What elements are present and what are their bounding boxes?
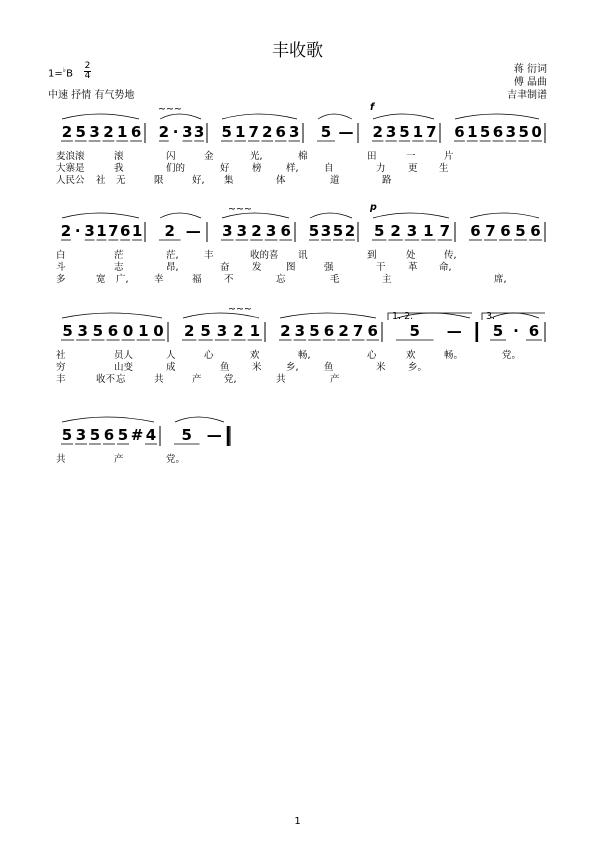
lyric-syllable: 更 <box>408 163 418 174</box>
lyric-syllable: 畅。 <box>444 350 464 361</box>
note: 0 <box>531 123 542 141</box>
lyric-syllable: 大寨是 <box>56 163 85 174</box>
lyric-syllable: 革 <box>408 262 418 273</box>
slur-arc <box>280 313 376 318</box>
note: · <box>74 222 81 240</box>
lyric-syllable: 光, <box>250 151 263 162</box>
lyric-syllable: 鱼 <box>220 362 230 373</box>
note: 2 <box>60 222 72 240</box>
lyric-syllable: 广, <box>116 274 129 285</box>
lyric-syllable: 收的喜 <box>250 250 279 261</box>
note: 6 <box>492 123 504 141</box>
note: 2 <box>338 322 349 340</box>
lyric-syllable: 产 <box>114 454 124 465</box>
note: 5 <box>320 123 332 141</box>
slur-arc <box>62 417 154 422</box>
lyric-syllable: 丰 <box>56 374 66 385</box>
note: 3 <box>193 123 205 141</box>
trill-mark: ~~~ <box>158 104 182 115</box>
lyric-syllable: 鱼 <box>324 362 334 373</box>
lyric-syllable: 集 <box>224 175 234 186</box>
note: 6 <box>454 123 465 141</box>
trill-mark: ~~~ <box>228 304 252 315</box>
lyric-syllable: 穷 <box>56 362 66 373</box>
note: 5 <box>479 123 491 141</box>
note: 5 <box>92 322 104 340</box>
note: 1 <box>117 123 128 141</box>
lyric-syllable: 路 <box>382 175 392 186</box>
lyric-syllable: 共 <box>154 374 164 385</box>
note: 2 <box>262 123 273 141</box>
key-flat: ♭ <box>62 66 67 74</box>
lyric-syllable: 棉 <box>298 151 308 162</box>
note: 6 <box>130 123 142 141</box>
slur-arc <box>470 213 539 218</box>
lyric-syllable: 员人 <box>114 350 134 361</box>
slur-arc <box>491 313 539 318</box>
lyric-syllable: 多 <box>56 274 66 285</box>
note: 3 <box>265 222 277 240</box>
lyric-syllable: 茫, <box>166 250 179 261</box>
note: 6 <box>367 322 378 340</box>
forte-mark: f <box>370 102 375 113</box>
page-number: 1 <box>294 816 301 827</box>
lyric-syllable: 人 <box>166 350 176 361</box>
lyric-syllable: 欢 <box>250 350 260 361</box>
note: 7 <box>426 123 437 141</box>
note: 7 <box>108 222 119 240</box>
lyric-syllable: 忘 <box>276 274 286 285</box>
note: 0 <box>122 322 134 340</box>
note: 2 <box>61 123 73 141</box>
slur-arc <box>310 213 352 218</box>
lyric-syllable: 米 <box>376 362 386 373</box>
note: 2 <box>158 123 170 141</box>
note: 3 <box>75 426 87 444</box>
note: 6 <box>500 222 511 240</box>
note: 5 <box>117 426 129 444</box>
lyric-syllable: 心 <box>367 350 377 361</box>
note: 5 <box>492 322 504 340</box>
note: 6 <box>107 322 119 340</box>
slur-arc <box>62 213 139 218</box>
lyric-syllable: 志 <box>114 262 124 273</box>
lyric-syllable: 茫 <box>114 250 124 261</box>
lyric-syllable: 人民公 <box>56 175 85 186</box>
lyric-syllable: 田 <box>367 151 377 162</box>
note: 3 <box>89 123 100 141</box>
lyric-syllable: 斗 <box>56 262 66 273</box>
note: 5 <box>221 123 232 141</box>
note: 3 <box>84 222 95 240</box>
lyric-syllable: 幸 <box>154 274 164 285</box>
engraver-credit: 吉聿制谱 <box>507 90 547 101</box>
lyric-syllable: 心 <box>204 350 214 361</box>
piano-mark: p <box>370 202 377 213</box>
slur-arc <box>455 114 539 119</box>
note: 6 <box>280 222 291 240</box>
slur-arc <box>62 114 139 119</box>
lyric-syllable: 我 <box>114 163 124 174</box>
lyric-syllable: 们的 <box>166 163 186 174</box>
lyric-syllable: 样, <box>286 163 299 174</box>
note: 3 <box>385 123 397 141</box>
lyric-syllable: 传, <box>444 250 457 261</box>
lyric-syllable: 米 <box>252 362 262 373</box>
time-bottom: 4 <box>84 71 91 81</box>
slur-arc <box>62 313 162 318</box>
note: 3 <box>236 222 248 240</box>
note: 5 <box>62 322 73 340</box>
note: 2 <box>390 222 401 240</box>
note: 1 <box>235 123 246 141</box>
lyric-syllable: 处 <box>406 250 416 261</box>
lyric-syllable: 一 <box>406 151 416 162</box>
lyric-syllable: 毛 <box>330 274 340 285</box>
lyric-syllable: 讯 <box>298 250 308 261</box>
note: 3 <box>294 322 306 340</box>
note: 6 <box>275 123 286 141</box>
volta-label-1-2: 1. 2. <box>392 311 414 322</box>
lyric-syllable: 图 <box>286 262 296 273</box>
key-note: B <box>66 68 73 80</box>
lyric-syllable: 席, <box>494 274 507 285</box>
lyric-syllable: 党。 <box>166 454 186 465</box>
lyric-syllable: 干 <box>376 262 386 273</box>
note: 1 <box>467 123 478 141</box>
slur-arc <box>175 417 224 422</box>
slur-arc <box>160 213 201 218</box>
note-dash: — <box>185 222 201 240</box>
note: 7 <box>352 322 364 340</box>
note: 5 <box>518 123 529 141</box>
note: 3 <box>406 222 418 240</box>
lyric-syllable: 滚 <box>114 151 124 162</box>
lyric-syllable: 闪 <box>166 151 176 162</box>
volta-label-3: 3. <box>486 311 496 322</box>
lyric-syllable: 自 <box>324 163 334 174</box>
note: 5 <box>373 222 385 240</box>
note: 7 <box>485 222 496 240</box>
note: 7 <box>248 123 259 141</box>
lyric-syllable: 福 <box>192 274 202 285</box>
note: 3 <box>77 322 88 340</box>
note: 5 <box>181 426 192 444</box>
note: # <box>130 426 144 444</box>
lyric-syllable: 宽 <box>96 274 106 285</box>
lyric-syllable: 强 <box>324 262 334 273</box>
note: 3 <box>505 123 517 141</box>
lyric-syllable: 收不 <box>96 374 116 385</box>
score-notes <box>61 123 542 444</box>
lyric-syllable: 党。 <box>502 350 522 361</box>
lyric-syllable: 共 <box>56 454 66 465</box>
note: 5 <box>61 426 73 444</box>
lyric-syllable: 社 <box>56 350 66 361</box>
lyric-syllable: 丰 <box>204 250 214 261</box>
lyric-syllable: 体 <box>276 175 286 186</box>
lyric-syllable: 榜 <box>252 163 262 174</box>
note: 0 <box>153 322 164 340</box>
note: 2 <box>103 123 114 141</box>
note: 3 <box>182 123 193 141</box>
note: 6 <box>470 222 481 240</box>
trill-mark: ~~~ <box>228 204 252 215</box>
note: 2 <box>233 322 244 340</box>
note: 3 <box>216 322 228 340</box>
lyric-syllable: 白 <box>56 250 66 261</box>
lyric-syllable: 限 <box>154 175 164 186</box>
note: · <box>172 123 179 141</box>
note-dash: — <box>338 123 354 141</box>
note: 2 <box>164 222 175 240</box>
note: 3 <box>320 222 332 240</box>
slur-arc <box>373 213 449 218</box>
lyric-syllable: 忘 <box>116 374 126 385</box>
note: 1 <box>96 222 107 240</box>
lyric-syllable: 片 <box>444 151 454 162</box>
lyric-syllable: 乡, <box>286 362 299 373</box>
lyric-syllable: 产 <box>330 374 340 385</box>
note: 3 <box>289 123 300 141</box>
lyric-syllable: 欢 <box>406 350 416 361</box>
score-lines <box>61 114 545 446</box>
lyric-syllable: 发 <box>252 262 262 273</box>
lyric-syllable: 生 <box>439 163 449 174</box>
lyric-syllable: 金 <box>204 151 214 162</box>
lyric-syllable: 麦浪滚 <box>56 151 85 162</box>
lyric-syllable: 昂, <box>166 262 179 273</box>
time-top: 2 <box>84 61 91 71</box>
note-dash: — <box>446 322 462 340</box>
lyric-syllable: 产 <box>192 374 202 385</box>
note: 2 <box>183 322 195 340</box>
slur-arc <box>222 114 297 119</box>
lyric-syllable: 奋 <box>220 262 230 273</box>
note: 2 <box>251 222 262 240</box>
note: 6 <box>530 222 541 240</box>
slur-arc <box>373 114 434 119</box>
lyric-syllable: 党, <box>224 374 237 385</box>
note: 1 <box>249 322 261 340</box>
note: 1 <box>131 222 143 240</box>
lyric-syllable: 畅, <box>298 350 311 361</box>
note: 5 <box>89 426 101 444</box>
lyric-syllable: 力 <box>376 163 386 174</box>
lyric-syllable: 好, <box>192 175 205 186</box>
lyric-syllable: 好 <box>220 163 230 174</box>
slur-arc <box>318 114 352 119</box>
note: 5 <box>515 222 526 240</box>
lyric-syllable: 主 <box>382 274 392 285</box>
note: 6 <box>103 426 115 444</box>
lyric-syllable: 道 <box>330 175 340 186</box>
note: 5 <box>332 222 344 240</box>
note: 6 <box>528 322 540 340</box>
lyric-syllable: 乡。 <box>408 362 428 373</box>
note: 5 <box>409 322 420 340</box>
note: 2 <box>280 322 291 340</box>
lyric-syllable: 社 <box>96 175 106 186</box>
lyric-syllable: 共 <box>276 374 286 385</box>
note: 6 <box>323 322 335 340</box>
tempo-marking: 中速 抒情 有气势地 <box>48 90 135 101</box>
note: · <box>513 322 519 340</box>
note: 6 <box>119 222 131 240</box>
note: 1 <box>138 322 149 340</box>
note: 5 <box>200 322 211 340</box>
note: 7 <box>439 222 451 240</box>
lyric-syllable: 无 <box>116 175 126 186</box>
lyric-syllable: 成 <box>166 362 176 373</box>
note: 2 <box>372 123 383 141</box>
note: 5 <box>309 322 320 340</box>
note: 5 <box>399 123 410 141</box>
lyric-syllable: 命, <box>439 262 452 273</box>
key-prefix: 1= <box>48 68 63 80</box>
note-dash: — <box>206 426 222 444</box>
note: 1 <box>423 222 434 240</box>
song-title: 丰收歌 <box>272 41 323 61</box>
note: 3 <box>222 222 233 240</box>
lyric-syllable: 到 <box>367 250 377 261</box>
lyricist-credit: 蒋 衍词 <box>513 64 547 75</box>
note: 4 <box>145 426 157 444</box>
note: 5 <box>75 123 86 141</box>
composer-credit: 傅 晶曲 <box>513 77 547 88</box>
note: 1 <box>412 123 424 141</box>
lyric-syllable: 不 <box>224 274 234 285</box>
note: 2 <box>344 222 356 240</box>
lyric-syllable: 山变 <box>114 362 134 373</box>
note: 5 <box>308 222 320 240</box>
